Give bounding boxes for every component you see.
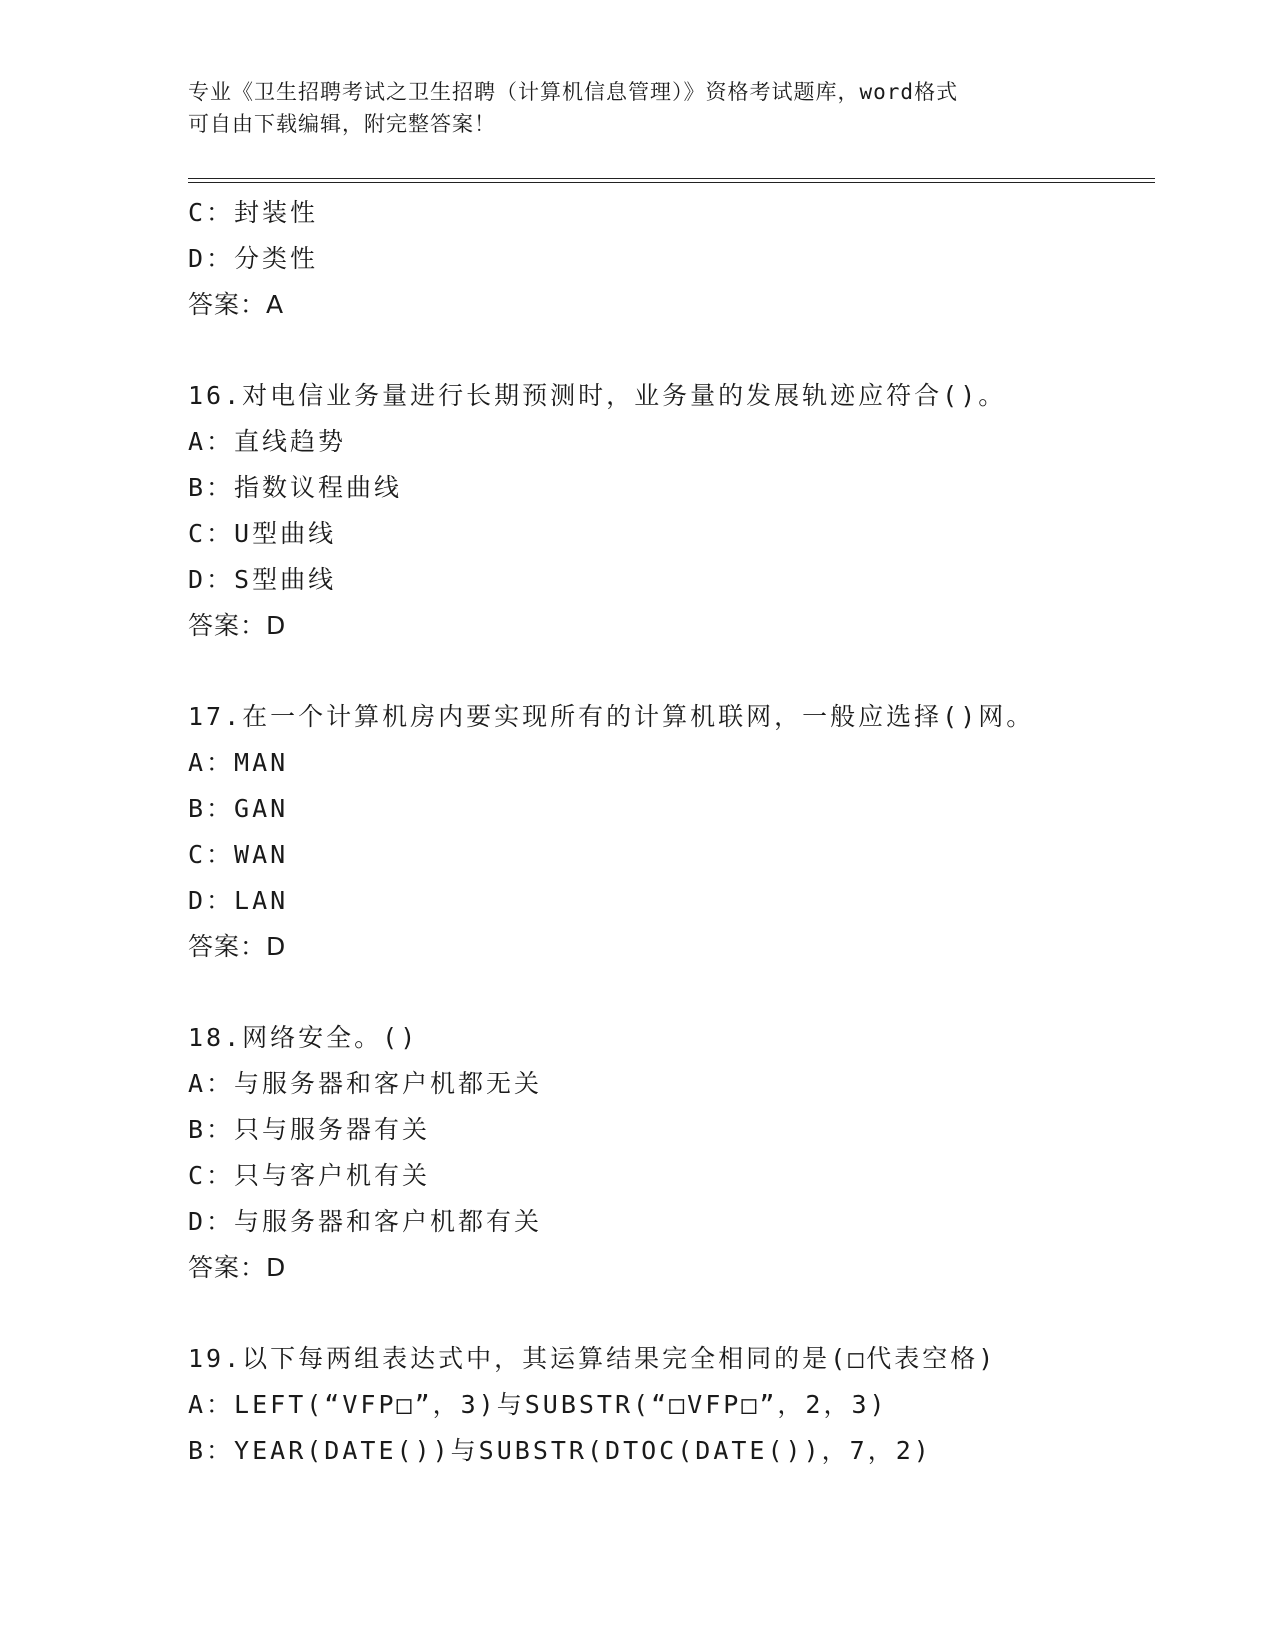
document-header [188,76,1088,140]
question-list [188,190,1148,1474]
header-divider-top [188,178,1155,179]
option-c: C：封装性 [188,198,319,227]
answer-line: 答案：D [188,932,287,961]
option-a: A：LEFT(“VFP□”，3)与SUBSTR(“□VFP□”，2，3) [188,1390,888,1419]
header-line-1: 专业《卫生招聘考试之卫生招聘（计算机信息管理）》资格考试题库，word格式 [188,80,959,104]
option-a: A：MAN [188,748,289,777]
question-17 [188,694,1148,970]
question-stem: 16.对电信业务量进行长期预测时，业务量的发展轨迹应符合()。 [188,381,1007,410]
option-d: D：S型曲线 [188,565,337,594]
question-19 [188,1336,1148,1474]
option-b: B：YEAR(DATE())与SUBSTR(DTOC(DATE())，7，2) [188,1436,932,1465]
option-b: B：只与服务器有关 [188,1115,431,1144]
question-stem: 19.以下每两组表达式中，其运算结果完全相同的是(□代表空格) [188,1344,997,1373]
header-line-2: 可自由下载编辑，附完整答案！ [188,112,496,136]
answer-line: 答案：D [188,611,287,640]
option-c: C：只与客户机有关 [188,1161,431,1190]
option-d: D：LAN [188,886,289,915]
option-c: C：U型曲线 [188,519,337,548]
option-b: B：指数议程曲线 [188,473,403,502]
option-c: C：WAN [188,840,289,869]
option-b: B：GAN [188,794,289,823]
continued-question [188,190,1148,328]
option-d: D：与服务器和客户机都有关 [188,1207,543,1236]
option-a: A：与服务器和客户机都无关 [188,1069,543,1098]
question-stem: 18.网络安全。() [188,1023,419,1052]
option-d: D：分类性 [188,244,319,273]
question-stem: 17.在一个计算机房内要实现所有的计算机联网，一般应选择()网。 [188,702,1035,731]
answer-line: 答案：D [188,1253,287,1282]
question-16 [188,373,1148,649]
option-a: A：直线趋势 [188,427,347,456]
question-18 [188,1015,1148,1291]
answer-line: 答案：A [188,290,285,319]
header-divider-bottom [188,182,1155,183]
